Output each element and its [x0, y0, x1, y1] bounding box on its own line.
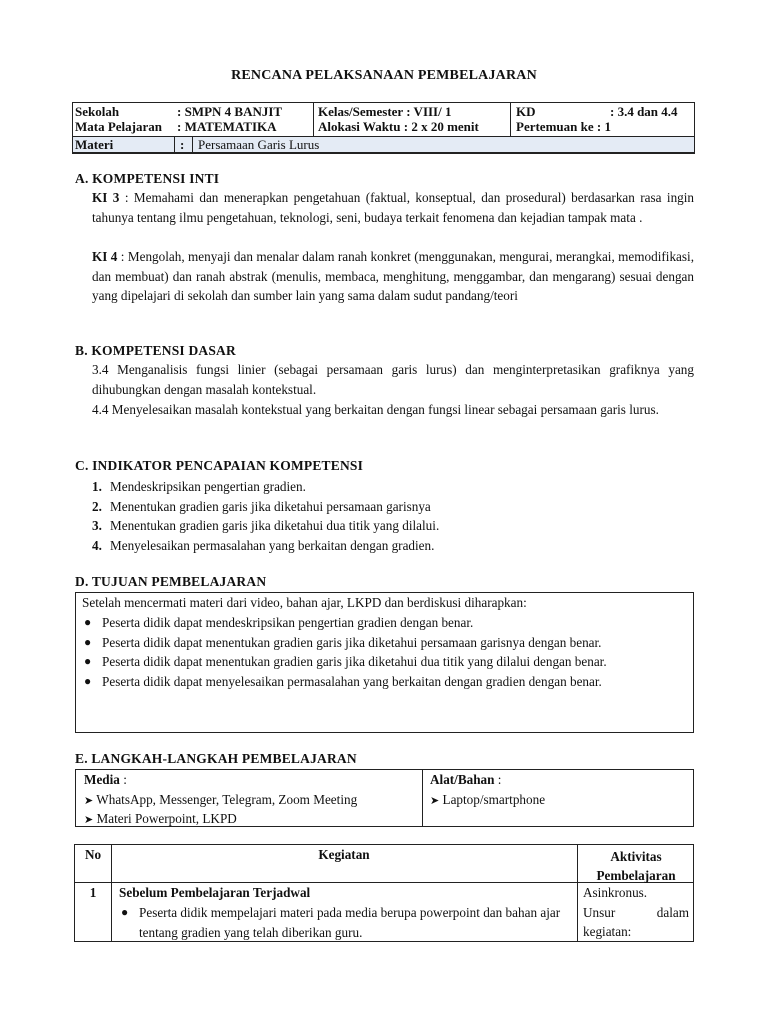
kd-3-4: 3.4 Menganalisis fungsi linier (sebagai persamaan garis lurus) dan menginterpretasikan grafiknya yang dihubungkan dengan masalah kontekstual. [92, 362, 694, 397]
media-label: Media [84, 772, 120, 787]
table-divider [174, 137, 175, 153]
row-aktivitas: Asinkronus. Unsur dalam kegiatan: [583, 885, 689, 940]
row-title: Sebelum Pembelajaran Terjadwal [119, 885, 311, 900]
section-a-heading: A. KOMPETENSI INTI [75, 171, 220, 186]
pertemuan-ke: Pertemuan ke : 1 [516, 119, 611, 134]
media-item: ➤ Materi Powerpoint, LKPD [84, 811, 237, 826]
tujuan-list [76, 613, 688, 691]
table-divider [313, 103, 314, 136]
list-item: 4. Menyelesaikan permasalahan yang berkaitan dengan gradien. [92, 537, 435, 553]
media-header: Media : [84, 772, 127, 787]
table-divider [422, 770, 423, 826]
materi-colon: : [180, 137, 185, 152]
tujuan-intro: Setelah mencermati materi dari video, bahan ajar, LKPD dan berdiskusi diharapkan: [82, 595, 527, 610]
ki3-text: : Memahami dan menerapkan pengetahuan (faktual, konseptual, dan prosedural) berdasarkan rasa ingin tahunya tentang ilmu pengetahuan, teknologi, seni, budaya terkait fenomena dan kejadian tampak mata . [92, 190, 695, 225]
col-header-aktivitas: Aktivitas Pembelajaran [596, 849, 676, 883]
ki4-paragraph [92, 247, 694, 306]
mapel-value: : MATEMATIKA [177, 119, 277, 134]
identity-table [72, 102, 695, 154]
section-d-heading: D. TUJUAN PEMBELAJARAN [75, 574, 267, 589]
arrow-right-icon: ➤ [430, 795, 440, 807]
materi-value: Persamaan Garis Lurus [198, 137, 320, 152]
section-c-heading: C. INDIKATOR PENCAPAIAN KOMPETENSI [75, 458, 364, 473]
list-item: 2. Menentukan gradien garis jika diketahui persamaan garisnya [92, 498, 431, 514]
alat-item: ➤ Laptop/smartphone [430, 792, 546, 807]
bullet-icon: ● [84, 673, 92, 688]
mapel-label: Mata Pelajaran [75, 119, 163, 134]
ki4-label: KI 4 [92, 249, 118, 264]
col-header-no: No [84, 847, 102, 862]
ki3-paragraph [92, 188, 694, 227]
indikator-list [92, 477, 439, 555]
kd-label: KD [516, 104, 536, 119]
list-item: 1. Mendeskripsikan pengertian gradien. [92, 479, 306, 494]
kd-value: : 3.4 dan 4.4 [610, 104, 678, 119]
bullet-icon: ● [84, 615, 92, 629]
tujuan-box [75, 592, 694, 733]
sekolah-label: Sekolah [75, 104, 120, 119]
row-no: 1 [89, 885, 97, 900]
col-header-kegiatan: Kegiatan [318, 847, 370, 862]
list-item: ● Peserta didik dapat menyelesaikan permasalahan yang berkaitan dengan gradien dengan benar. [76, 672, 688, 692]
table-divider [510, 103, 511, 136]
document-title: RENCANA PELAKSANAAN PEMBELAJARAN [231, 68, 537, 83]
media-item: ➤ WhatsApp, Messenger, Telegram, Zoom Meeting [84, 792, 358, 807]
ki3-label: KI 3 [92, 190, 120, 205]
bullet-icon: ● [84, 634, 92, 649]
kelas-semester: Kelas/Semester : VIII/ 1 [318, 104, 452, 119]
alokasi-waktu: Alokasi Waktu : 2 x 20 menit [318, 119, 479, 134]
arrow-right-icon: ➤ [84, 795, 94, 807]
sekolah-value: : SMPN 4 BANJIT [177, 104, 283, 119]
materi-row [73, 136, 694, 154]
row-bullet-item: ● Peserta didik mempelajari materi pada media berupa powerpoint dan bahan ajar tentang gradien yang telah diberikan guru. [121, 905, 561, 940]
media-alat-table [75, 769, 694, 827]
alat-label: Alat/Bahan [430, 772, 495, 787]
materi-label: Materi [75, 137, 114, 152]
bullet-icon: ● [121, 905, 129, 919]
kd-4-4: 4.4 Menyelesaikan masalah kontekstual yang berkaitan dengan fungsi linear sebagai persamaan garis lurus. [92, 402, 659, 417]
list-item: ● Peserta didik dapat menentukan gradien garis jika diketahui persamaan garisnya dengan benar. [76, 633, 688, 653]
bullet-icon: ● [84, 654, 92, 669]
arrow-right-icon: ➤ [84, 814, 94, 826]
section-b-heading: B. KOMPETENSI DASAR [75, 343, 236, 358]
kegiatan-table [74, 844, 694, 942]
table-divider [192, 137, 193, 153]
list-item: ● Peserta didik dapat menentukan gradien garis jika diketahui dua titik yang dilalui dengan benar. [76, 652, 688, 672]
list-item: ● Peserta didik dapat mendeskripsikan pengertian gradien dengan benar. [76, 613, 688, 633]
section-e-heading: E. LANGKAH-LANGKAH PEMBELAJARAN [75, 751, 357, 766]
list-item: 3. Menentukan gradien garis jika diketahui dua titik yang dilalui. [92, 518, 440, 534]
ki4-text: : Mengolah, menyaji dan menalar dalam ranah konkret (menggunakan, mengurai, merangkai, memodifikasi, dan membuat) dan ranah abstrak (menulis, membaca, menghitung, menggambar, dan mengarang) sesuai dengan yang dipelajari di sekolah dan sumber lain yang sama dalam sudut pandang/teori [92, 249, 694, 304]
alat-header: Alat/Bahan : [430, 772, 502, 787]
